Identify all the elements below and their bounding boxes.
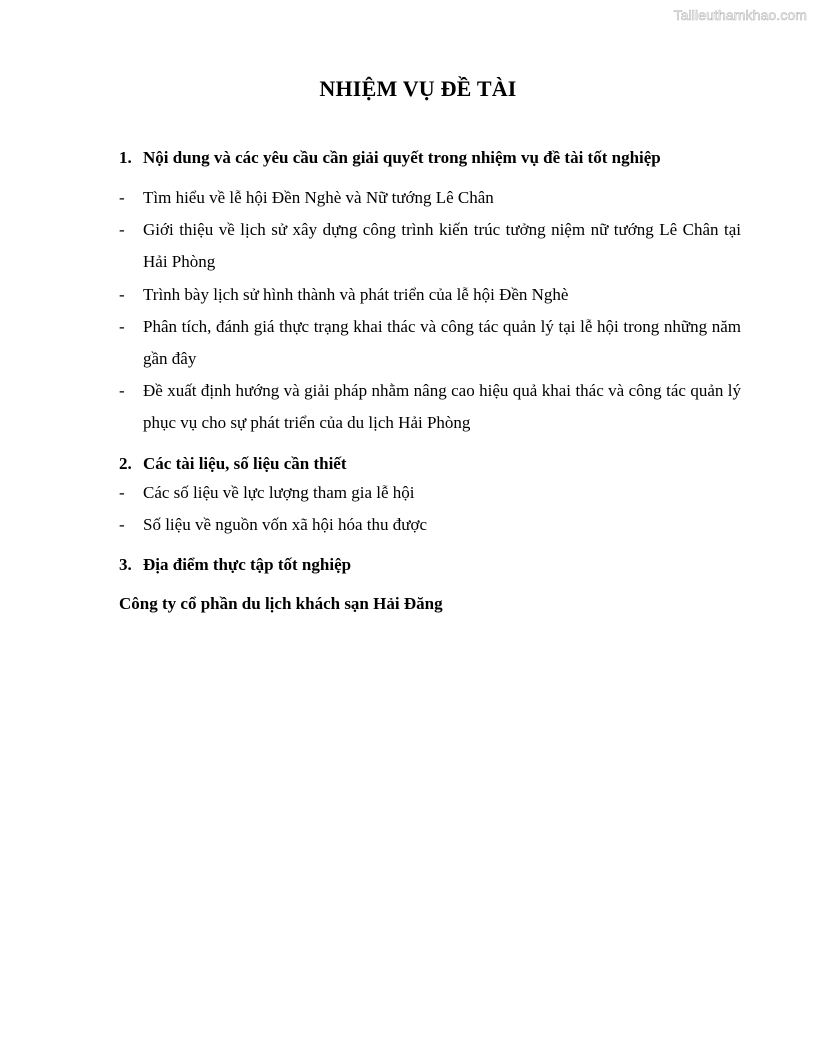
bullet-dash: - bbox=[119, 220, 125, 239]
section-number: 1. bbox=[119, 148, 132, 167]
bullet-dash: - bbox=[119, 317, 125, 336]
bullet-dash: - bbox=[119, 515, 125, 534]
section-title: Nội dung và các yêu cầu cần giải quyết trong nhiệm vụ đề tài tốt nghiệp bbox=[143, 148, 661, 167]
section-heading-3 bbox=[119, 555, 351, 575]
list-item-text: Đề xuất định hướng và giải pháp nhằm nâng cao hiệu quả khai thác và công tác quản lý phục vụ cho sự phát triển của du lịch Hải Phòng bbox=[143, 381, 741, 432]
section-heading-1 bbox=[119, 148, 661, 168]
list-item bbox=[119, 477, 741, 509]
list-item-text: Số liệu về nguồn vốn xã hội hóa thu được bbox=[143, 515, 428, 534]
section-title: Các tài liệu, số liệu cần thiết bbox=[143, 454, 347, 473]
list-item-text: Phân tích, đánh giá thực trạng khai thác và công tác quản lý tại lễ hội trong những năm gần đây bbox=[143, 317, 741, 368]
list-item-text: Tìm hiểu về lễ hội Đền Nghè và Nữ tướng Lê Chân bbox=[143, 188, 494, 207]
bullet-dash: - bbox=[119, 381, 125, 400]
list-item bbox=[119, 311, 741, 375]
list-item bbox=[119, 182, 741, 214]
list-item-text: Các số liệu về lực lượng tham gia lễ hội bbox=[143, 483, 415, 502]
section-title: Địa điểm thực tập tốt nghiệp bbox=[143, 555, 352, 574]
list-item bbox=[119, 375, 741, 439]
bullet-dash: - bbox=[119, 285, 125, 304]
list-item-text: Trình bày lịch sử hình thành và phát triển của lễ hội Đền Nghè bbox=[143, 285, 569, 304]
list-item-text: Giới thiệu về lịch sử xây dựng công trình kiến trúc tưởng niệm nữ tướng Lê Chân tại Hải Phòng bbox=[143, 220, 741, 271]
bullet-dash: - bbox=[119, 483, 125, 502]
section-heading-2 bbox=[119, 454, 347, 474]
list-item bbox=[119, 279, 741, 311]
list-item bbox=[119, 509, 741, 541]
section-number: 3. bbox=[119, 555, 132, 574]
watermark-text: Tailieuthamkhao.com bbox=[673, 7, 807, 23]
company-name: Công ty cổ phần du lịch khách sạn Hải Đăng bbox=[119, 594, 443, 613]
page-title: NHIỆM VỤ ĐỀ TÀI bbox=[319, 76, 517, 101]
bullet-dash: - bbox=[119, 188, 125, 207]
section-number: 2. bbox=[119, 454, 132, 473]
list-item bbox=[119, 214, 741, 278]
